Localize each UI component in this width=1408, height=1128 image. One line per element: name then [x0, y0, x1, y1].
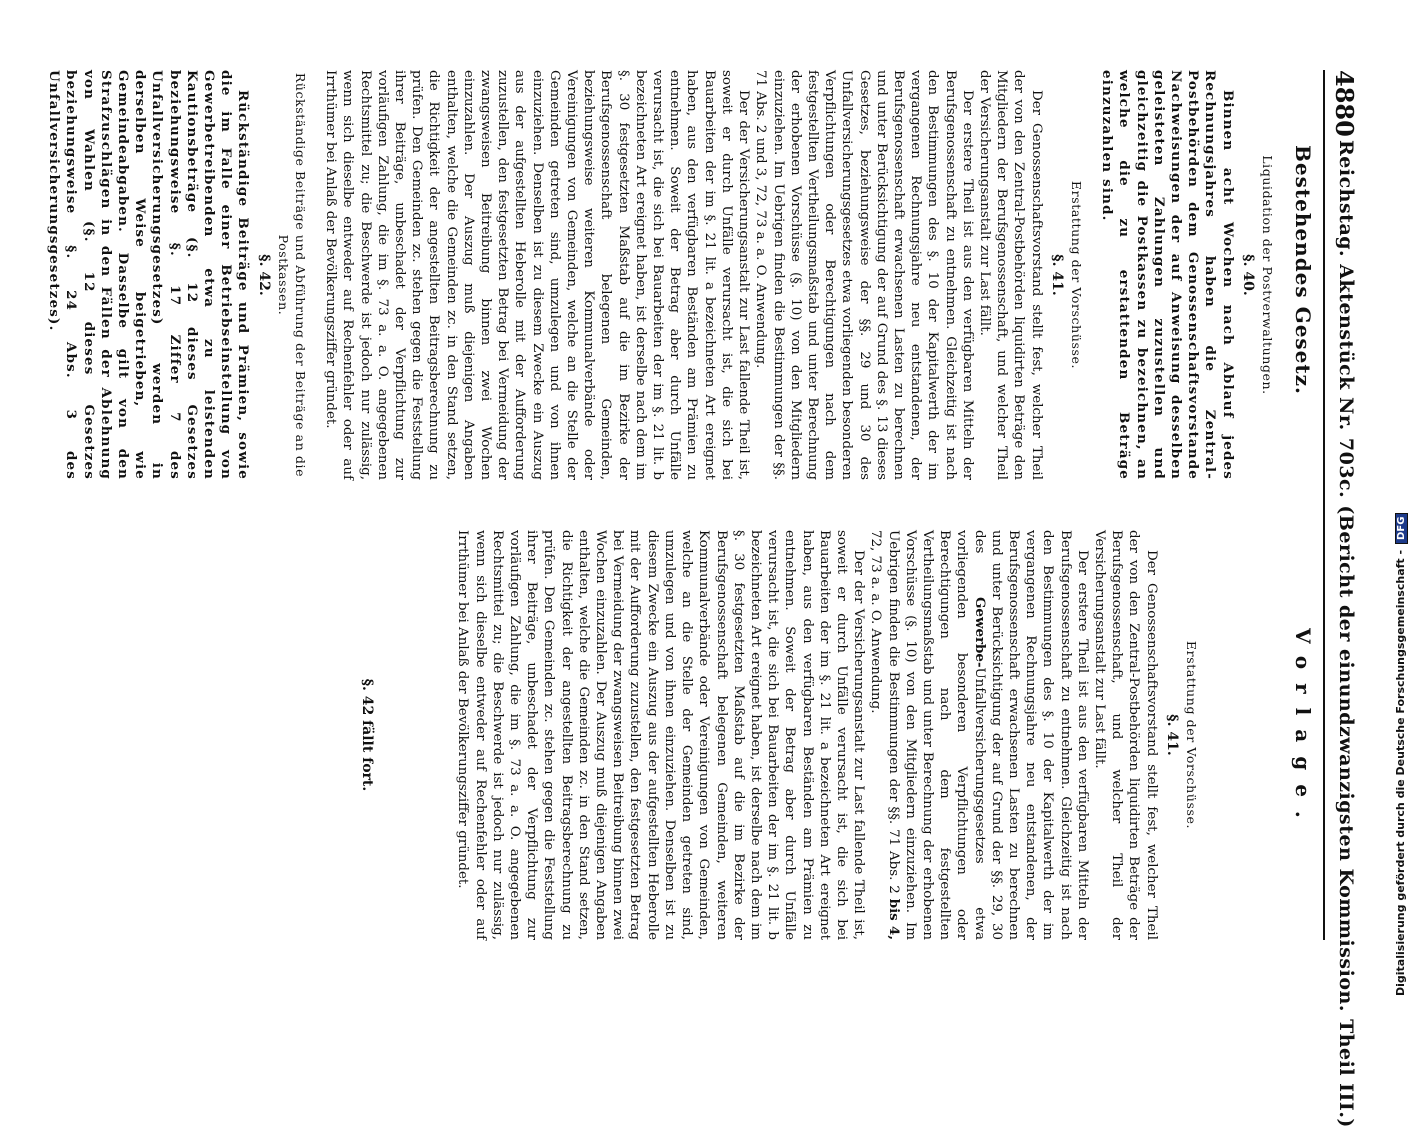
section-subheading: Erstattung der Vorschüsse. [1184, 640, 1199, 830]
paragraph-text: Der der Versicherungsanstalt zur Last fallende Theil ist, soweit er durch Unfälle verursacht ist, die sich bei Bauarbeiten der im §. 21 lit. a bezeichneten Art ereignet haben, aus den verfügbaren Beständen am Prämien zu entnehmen. Soweit der Betrag aber durch Unfälle verursacht ist, die sich bei Bauarbeiten der im §. 21 lit. b bezeichneten Art ereignet haben, ist derselbe nach dem im §. 30 festgesetzten Maßstab auf die im Bezirke der Berufsgenossenschaft belegenen Gemeinden, beziehungsweise weiteren Kommunalverbände oder Vereinigungen von Gemeinden, welche an die Stelle der Gemeinden getreten sind, umzulegen und von ihnen einzuziehen. Denselben ist zu diesem Zwecke ein Auszug aus der aufgestellten Heberolle mit der Aufforderung zuzustellen, den festgesetzten Betrag bei Vermeidung der zwangsweisen Beitreibung binnen zwei Wochen einzuzahlen. Der Auszug muß diejenigen Angaben enthalten, welche die Gemeinden zc. in den Stand setzen, die Richtigkeit der angestellten Beitragsberechnung zu prüfen. Den Gemeinden zc. stehen gegen die Feststellung ihrer Beiträge, unbeschadet der Verpflichtung zur vorläufigen Zahlung, die im §. 73 a. a. O. angegebenen Rechtsmittel zu; die Beschwerde ist jedoch nur zulässig, wenn sich dieselbe entweder auf Rechenfehler oder auf Irrthümer bei Anlaß der Bevölkerungsziffer gründet. [323, 70, 752, 480]
text-run: Der erstere Theil ist aus den verfügbaren Mitteln der Berufsgenossenschaft zu entnehmen. Gleichzeitig ist nach den Bestimmungen des §. 10 der Kapitalwerth der im vergangenen Rechnungsjahre neu entstandenen, der Berufsgenossenschaft erwachsenen Lasten zu berechnen und unter Berücksichtigung der auf Grund der §§. 29, 30 des [971, 530, 1090, 940]
section-subheading: Liquidation der Postverwaltungen. [1260, 155, 1275, 395]
paragraph-text: Der Genossenschaftsvorstand stellt fest, welcher Theil der von den Zentral-Postbehörden liquidirten Beträge der Berufsgenossenschaft, und welcher Theil der Versicherungsanstalt zur Last fällt. [1091, 530, 1159, 940]
left-column [45, 70, 1279, 480]
paragraph-text: Binnen acht Wochen nach Ablauf jedes Rechnungsjahres haben die Zentral-Postbehörden dem Genossenschaftsvorstande Nachweisungen der auf Anweisung desselben geleisteten Zahlungen zuzustellen und gleichzeitig die Postkassen zu bezeichnen, an welche die zu erstattenden Beträge einzuzahlen sind. [1099, 70, 1236, 480]
right-column [355, 530, 1279, 940]
dfg-logo: DFG [1395, 513, 1408, 544]
paragraph-number: §. 42. [255, 254, 272, 296]
credit-text: Digitalisierung gefördert durch die Deutsche Forschungsgemeinschaft - [1394, 549, 1407, 996]
paragraph-text: Der erstere Theil ist aus den verfügbaren Mitteln der Berufsgenossenschaft zu entnehmen. Gleichzeitig ist nach den Bestimmungen des §. 10 der Kapitalwerth der im vergangenen Rechnungsjahre neu entstandenen, der Berufsgenossenschaft erwachsenen Lasten zu berechnen und unter Berücksichtigung der auf Grund des §. 13 dieses Gesetzes, beziehungsweise der §§. 29 und 30 des Unfallversicherungsgesetzes etwa vorliegenden besonderen Verpflichtungen oder Berechtigungen nach dem festgestellten Vertheilungsmaßstab und unter Berechnung der erhobenen Vorschüsse (§. 10) von den Mitgliedern einzuziehen. Im Uebrigen finden die Bestimmungen der §§. 71 Abs. 2 und 3, 72, 73 a. a. O. Anwendung. [753, 70, 975, 480]
emphasized-text: bis 4, [885, 898, 902, 940]
page-header [1323, 70, 1359, 1128]
paragraph-number: §. 40. [1239, 254, 1256, 296]
right-column-heading: Vorlage. [1291, 628, 1315, 832]
emphasized-text: Gewerbe- [971, 597, 988, 668]
paragraph-text: Der der Versicherungsanstalt zur Last fallende Theil ist, soweit er durch Unfälle verursacht ist, die sich bei Bauarbeiten der im §. 21 lit. a bezeichneten Art ereignet haben, aus den verfügbaren Beständen am Prämien zu entnehmen. Soweit der Betrag aber durch Unfälle verursacht ist, die sich bei Bauarbeiten der im §. 21 lit. b bezeichneten Art ereignet haben, ist derselbe nach dem im §. 30 festgesetzten Maßstab auf die im Bezirke der Berufsgenossenschaft belegenen Gemeinden, weiteren Kommunalverbände oder Vereinigungen von Gemeinden, welche an die Stelle der Gemeinden getreten sind, umzulegen und von ihnen einzuziehen. Denselben ist zu diesem Zwecke ein Auszug aus der aufgestellten Heberolle mit der Aufforderung zuzustellen, den festgesetzten Betrag bei Vermeidung der zwangsweisen Beitreibung binnen zwei Wochen einzuzahlen. Der Auszug muß diejenigen Angaben enthalten, welche die Gemeinden zc. in den Stand setzen, die Richtigkeit der angestellten Beitragsberechnung zu prüfen. Den Gemeinden zc. stehen gegen die Feststellung ihrer Beiträge, unbeschadet der Verpflichtung zur vorläufigen Zahlung, die im §. 73 a. a. O. angegebenen Rechtsmittel zu; die Beschwerde ist jedoch nur zulässig, wenn sich dieselbe entweder auf Rechenfehler oder auf Irrthümer bei Anlaß der Bevölkerungsziffer gründet. [455, 530, 867, 940]
page-number: 4880 [1330, 70, 1359, 137]
paragraph-text [867, 530, 1091, 940]
running-head: Reichstag. Aktenstück Nr. 703c. (Bericht der einundzwanzigsten Kommission. Theil III.) [1335, 140, 1357, 1128]
paragraph-text: Der Genossenschaftsvorstand stellt fest, welcher Theil der von den Zentral-Postbehörden liquidirten Beträge den Mitgliedern der Berufsgenossenschaft, und welcher Theil der Versicherungsanstalt zur Last fällt. [976, 70, 1044, 480]
paragraph-text: Rückständige Beiträge und Prämien, sowie die im Falle einer Betriebseinstellung von Gewerbetreibenden etwa zu leistenden Kautionsbeträge (§. 12 dieses Gesetzes beziehungsweise §. 17 Ziffer 7 des Unfallversicherungsgesetzes) werden in derselben Weise beigetrieben, wie Gemeindeabgaben. Dasselbe gilt von den Strafzuschlägen in den Fällen der Ablehnung von Wahlen (§. 12 dieses Gesetzes beziehungsweise §. 24 Abs. 3 des Unfallversicherungsgesetzes). [46, 70, 252, 480]
footer-anchor [1389, 516, 1407, 996]
paragraph-deleted-note: §. 42 fällt fort. [359, 678, 376, 792]
section-subheading: Rückständige Beiträge und Abführung der Beiträge an die Postkassen. [275, 72, 309, 478]
text-run: Unfallversicherungsgesetzes etwa vorliegenden besonderen Verpflichtungen oder Berechtigungen nach dem festgestellten Vertheilungsmaßstab und unter Berechnung der erhobenen Vorschüsse (§. 10) von den Mitgliedern einzuziehen. Im Uebrigen finden die Bestimmungen der §§. 71 Abs. 2 [885, 530, 987, 941]
section-subheading: Erstattung der Vorschüsse. [1068, 180, 1084, 370]
paragraph-number: §. 41. [1163, 714, 1180, 756]
digitization-credit [1394, 513, 1408, 996]
paragraph-number: §. 41. [1048, 254, 1065, 296]
left-column-heading: Bestehendes Gesetz. [1291, 145, 1315, 395]
text-run: 72, 73 a. a. O. Anwendung. [868, 530, 884, 714]
